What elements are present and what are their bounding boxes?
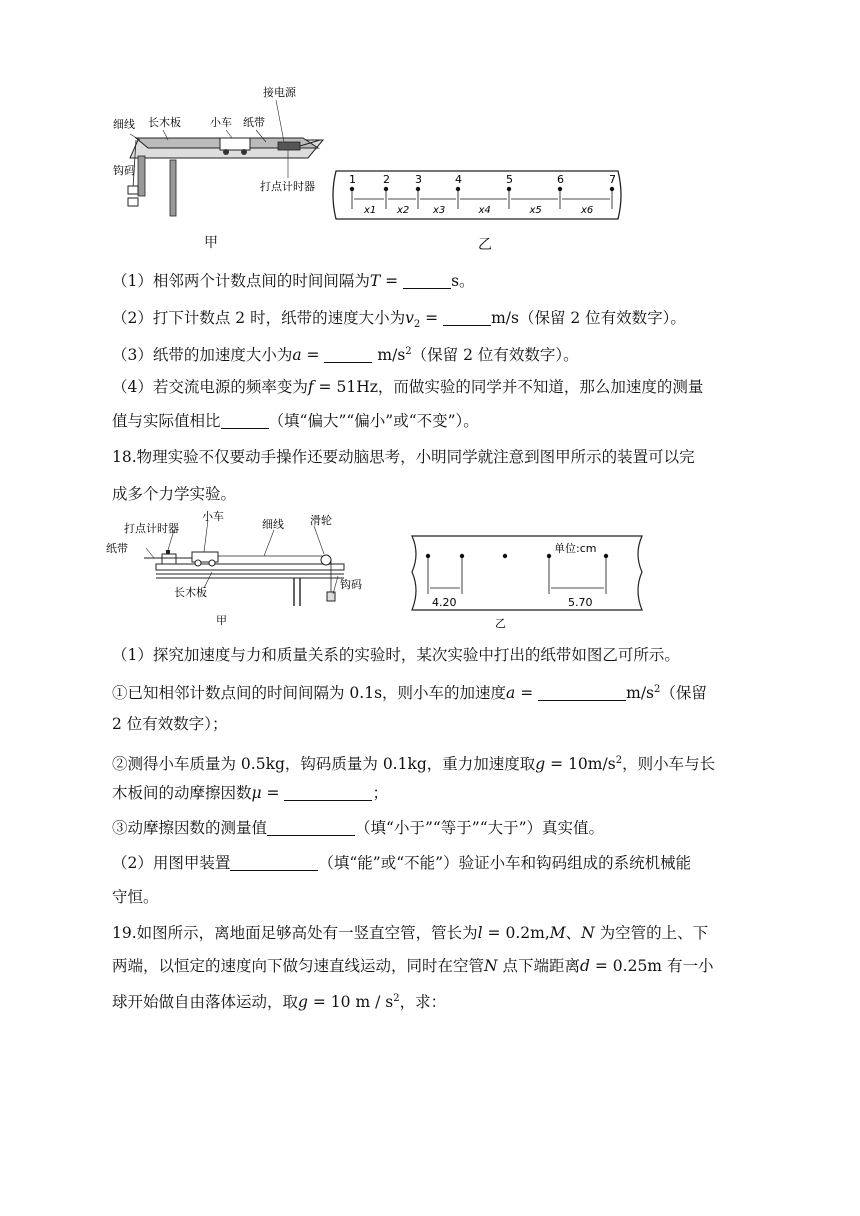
q18-part2-line2: 守恒。 [112,888,159,906]
tape-unit: 单位:cm [554,542,597,555]
label-weights: 钩码 [113,164,135,177]
fig2-caption-left: 甲 [216,614,227,627]
label-pulley: 滑轮 [310,514,332,527]
q18-part1-c2-line2: 木板间的动摩擦因数μ = ； [112,784,388,802]
q19-line3: 球开始做自由落体运动，取g = 10 m / $s^2$，求： [112,993,447,1012]
tape-dot [503,554,507,558]
q18-part1: （1）探究加速度与力和质量关系的实验时，某次实验中打出的纸带如图乙可所示。 [112,646,680,664]
figure-2-tape [398,530,653,630]
label-long-board: 长木板 [148,116,181,129]
answer-blank[interactable] [538,684,626,701]
label-timer: 打点计时器 [124,522,179,535]
q18-part1-c1: ①已知相邻计数点间的时间间隔为 0.1s，则小车的加速度$a = m/s^2$（保留 [112,684,707,703]
label-cart: 小车 [202,510,224,523]
tape-segment-label: x5 [529,205,542,216]
tape-segment-label: x4 [478,205,491,216]
tape-segment-label: x6 [581,205,594,216]
q17-part1: （1）相邻两个计数点间的时间间隔为T = s。 [112,272,475,290]
label-paper-tape: 纸带 [243,116,265,129]
label-power: 接电源 [263,86,296,99]
tape-point-label: 1 [349,173,356,186]
q17-part3: （3）纸带的加速度大小为$a = m/s^2$（保留 2 位有效数字）。 [112,346,579,365]
label-thin-string: 细线 [113,118,135,131]
q18-intro-line1: 18.物理实验不仅要动手操作还要动脑思考，小明同学就注意到图甲所示的装置可以完 [112,448,695,466]
tape-point-label: 5 [506,173,513,186]
tape-distance-1: 4.20 [432,596,457,609]
label-board: 长木板 [174,586,207,599]
q19-line2: 两端，以恒定的速度向下做匀速直线运动，同时在空管N 点下端距离d = 0.25m 有一小 [112,957,714,975]
figure-1-tape [328,165,628,227]
q17-part2: （2）打下计数点 2 时，纸带的速度大小为$v_2 = m/s$（保留 2 位有效数字）。 [112,309,686,331]
q18-part1-c1-line2: 2 位有效数字）； [112,715,228,733]
answer-blank[interactable] [284,784,372,801]
answer-blank[interactable] [443,309,491,326]
q19-line1: 19.如图所示，离地面足够高处有一竖直空管，管长为l = 0.2m,M、N 为空管的上、下 [112,924,709,942]
label-timer: 打点计时器 [260,180,315,193]
q17-part4-line2: 值与实际值相比 （填“偏大”“偏小”或“不变”）。 [112,412,479,430]
tape-point-label: 2 [383,173,390,186]
q18-part2: （2）用图甲装置 （填“能”或“不能”）验证小车和钩码组成的系统机械能 [112,854,692,872]
tape-point-label: 6 [557,173,564,186]
label-cart: 小车 [210,116,232,129]
q18-part1-c2: ②测得小车质量为 0.5kg，钩码质量为 0.1kg，重力加速度取$g = 10m/s^2$，则小车与长 [112,755,716,774]
q18-intro-line2: 成多个力学实验。 [112,485,237,503]
q18-part1-c3: ③动摩擦因数的测量值 （填“小于”“等于”“大于”）真实值。 [112,819,605,837]
figure-2-apparatus [104,506,374,628]
fig1-caption-right: 乙 [478,237,492,253]
tape-point-label: 7 [609,173,616,186]
tape-distance-2: 5.70 [568,596,593,609]
answer-blank[interactable] [267,819,355,836]
label-weights: 钩码 [340,578,362,591]
fig2-caption-right: 乙 [495,617,506,630]
answer-blank[interactable] [403,272,451,289]
tape-point-label: 4 [455,173,462,186]
figure-1-apparatus [108,78,338,228]
tape-segment-label: x3 [433,205,446,216]
answer-blank[interactable] [230,854,318,871]
tape-segment-label: x1 [364,205,377,216]
tape-point-label: 3 [415,173,422,186]
label-string: 细线 [262,518,284,531]
fig1-caption-left: 甲 [204,235,218,251]
label-tape: 纸带 [106,542,128,555]
answer-blank[interactable] [221,412,269,429]
answer-blank[interactable] [324,346,372,363]
tape-segment-label: x2 [397,205,410,216]
q17-part4-line1: （4）若交流电源的频率变为f = 51Hz，而做实验的同学并不知道，那么加速度的测量 [112,378,704,396]
